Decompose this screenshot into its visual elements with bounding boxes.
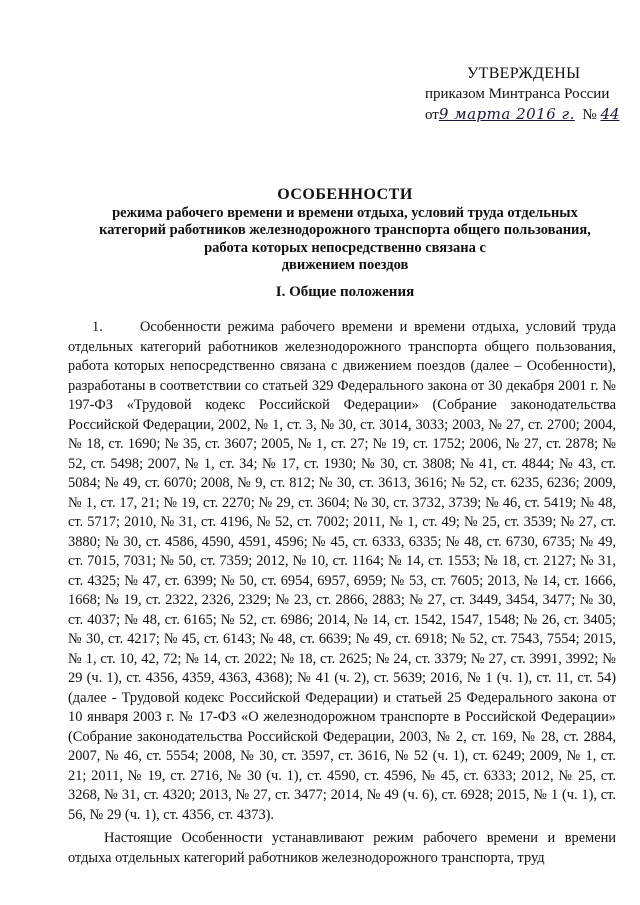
document-title: [60, 186, 630, 275]
number-prefix: №: [582, 107, 597, 123]
title-line: движением поездов: [281, 257, 409, 273]
section-heading: I. Общие положения: [275, 284, 415, 300]
approval-date-line: [425, 104, 625, 125]
title-main: ОСОБЕННОСТИ: [277, 186, 413, 203]
document-body: [68, 318, 616, 868]
approval-heading: УТВЕРЖДЕНЫ: [467, 65, 581, 82]
approval-order-line: приказом Минтранса России: [425, 86, 610, 102]
handwritten-date: 9 марта 2016 г.: [438, 105, 575, 123]
title-line: категорий работников железнодорожного транспорта общего пользования,: [99, 222, 591, 238]
paragraph-1: [68, 318, 616, 825]
paragraph-number: 1.: [92, 319, 103, 335]
approval-stamp: [425, 64, 625, 125]
date-prefix: от: [425, 107, 439, 123]
title-line: режима рабочего времени и времени отдыха, условий труда отдельных: [112, 204, 578, 221]
paragraph-1-text: Особенности режима рабочего времени и времени отдыха, условий труда отдельных категорий работников железнодорожного транспорта общего пользования, работа которых непосредственно связана с движением поездов (далее – Особенности), разработаны в соответствии со статьей 329 Федерального закона от 30 декабря 2001 г. № 197-ФЗ «Трудовой кодекс Российской Федерации» (Собрание законодательства Российской Федерации, 2002, № 1, ст. 3, № 30, ст. 3014, 3033; 2003, № 27, ст. 2700; 2004, № 18, ст. 1690; № 35, ст. 3607; 2005, № 1, ст. 27; № 19, ст. 1752; 2006, № 27, ст. 2878; № 52, ст. 5498; 2007, № 1, ст. 34; № 17, ст. 1930; № 30, ст. 3808; № 41, ст. 4844; № 43, ст. 5084; № 49, ст. 6070; 2008, № 9, ст. 812; № 30, ст. 3613, 3616; № 52, ст. 6235, 6236; 2009, № 1, ст. 17, 21; № 19, ст. 2270; № 29, ст. 3604; № 30, ст. 3732, 3739; № 46, ст. 5419; № 48, ст. 5717; 2010, № 31, ст. 4196, № 52, ст. 7002; 2011, № 1, ст. 49; № 25, ст. 3539; № 27, ст. 3880; № 30, ст. 4586, 4590, 4591, 4596; № 45, ст. 6333, 6335; № 48, ст. 6730, 6735; № 49, ст. 7015, 7031; № 50, ст. 7359; 2012, № 10, ст. 1164; № 14, ст. 1553; № 18, ст. 2127; № 31, ст. 4325; № 47, ст. 6399; № 50, ст. 6954, 6957, 6959; № 53, ст. 7605; 2013, № 14, ст. 1666, 1668; № 19, ст. 2322, 2326, 2329; № 23, ст. 2866, 2883; № 27, ст. 3449, 3454, 3477; № 30, ст. 4037; № 48, ст. 6165; № 52, ст. 6986; 2014, № 14, ст. 1542, 1547, 1548; № 26, ст. 3405; № 30, ст. 4217; № 45, ст. 6143; № 48, ст. 6639; № 49, ст. 6918; № 52, ст. 7543, 7554; 2015, № 1, ст. 10, 42, 72; № 14, ст. 2022; № 18, ст. 2625; № 24, ст. 3379; № 27, ст. 3991, 3992; № 29 (ч. 1), ст. 4356, 4359, 4363, 4368); № 41 (ч. 2), ст. 5639; 2016, № 1 (ч. 1), ст. 11, ст. 54) (далее - Трудовой кодекс Российской Федерации) и статьей 25 Федерального закона от 10 января 2003 г. № 17-ФЗ «О железнодорожном транспорте в Российской Федерации» (Собрание законодательства Российской Федерации, 2003, № 2, ст. 169, № 28, ст. 2884, 2007, № 46, ст. 5554; 2008, № 30, ст. 3597, ст. 3616, № 52 (ч. 1), ст. 6249; 2009, № 1, ст. 21; 2011, № 19, ст. 2716, № 30 (ч. 1), ст. 4590, ст. 4596, № 45, ст. 6333; 2012, № 25, ст. 3268, № 31, ст. 4320; 2013, № 27, ст. 3477; 2014, № 49 (ч. 6), ст. 6928; 2015, № 1 (ч. 1), ст. 56, № 29 (ч. 1), ст. 4356, ст. 4373).: [68, 319, 616, 823]
title-line: работа которых непосредственно связана с: [204, 239, 486, 256]
handwritten-number: 44: [600, 105, 620, 123]
paragraph-2: Настоящие Особенности устанавливают режим рабочего времени и времени отдыха отдельных категорий работников железнодорожного транспорта, труд: [68, 830, 616, 866]
